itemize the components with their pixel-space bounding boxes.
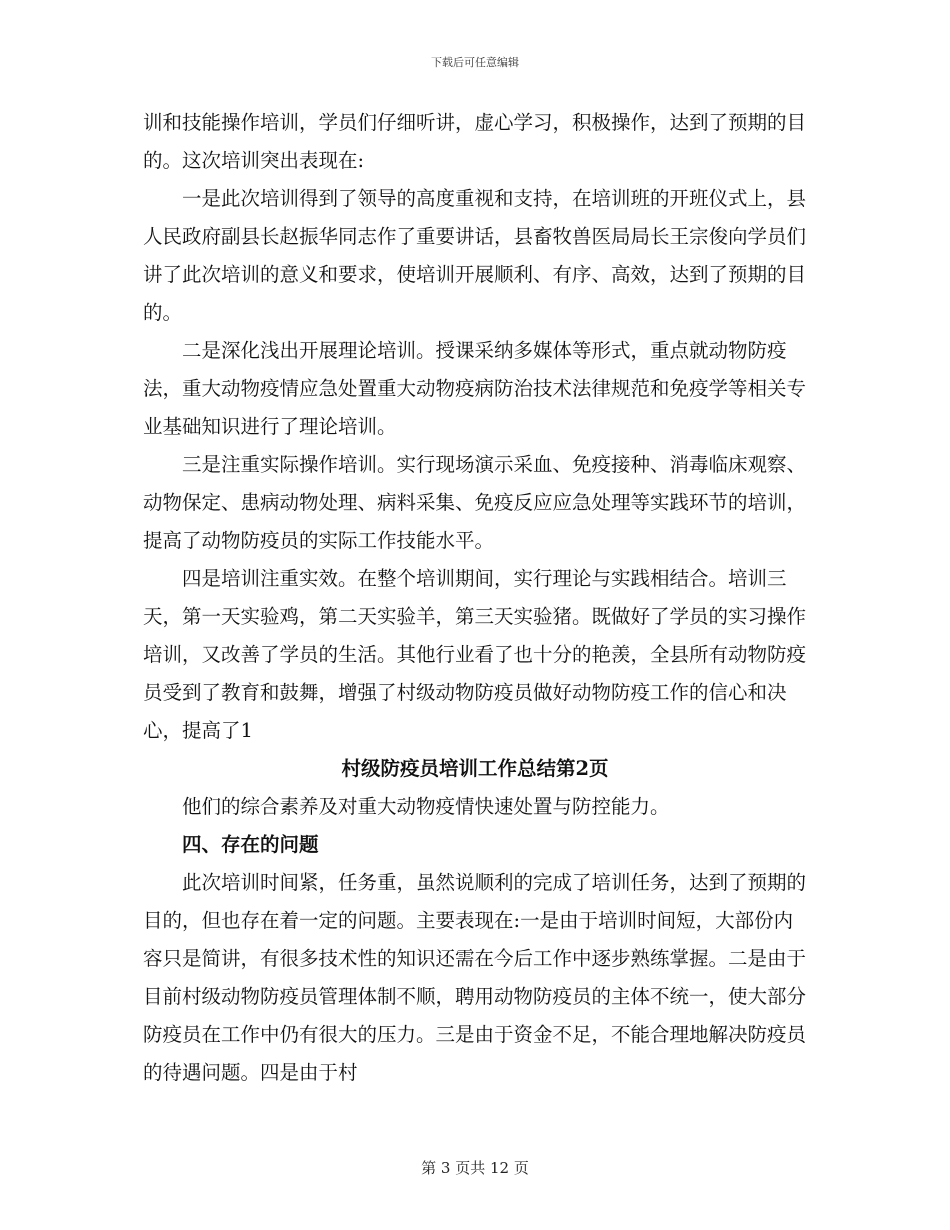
paragraph-problems: 此次培训时间紧，任务重，虽然说顺利的完成了培训任务，达到了预期的目的，但也存在着一定的问题。主要表现在:一是由于培训时间短，大部份内容只是简讲，有很多技术性的知识还需在今后工作中逐步熟练掌握。二是由于目前村级动物防疫员管理体制不顺，聘用动物防疫员的主体不统一，使大部分防疫员在工作中仍有很大的压力。三是由于资金不足，不能合理地解决防疫员的待遇问题。四是由于村 [143,871,807,1084]
paragraph-point-four: 四是培训注重实效。在整个培训期间，实行理论与实践相结合。培训三天，第一天实验鸡，第二天实验羊，第三天实验猪。既做好了学员的实习操作培训，又改善了学员的生活。其他行业看了也十分的艳羡，全县所有动物防疫员受到了教育和鼓舞，增强了村级动物防疫员做好动物防疫工作的信心和决心，提高了1 [143,567,807,742]
page-footer: 第 3 页共 12 页 [421,1159,529,1177]
paragraph-point-three: 三是注重实际操作培训。实行现场演示采血、免疫接种、消毒临床观察、动物保定、患病动物处理、病料采集、免疫反应应急处理等实践环节的培训，提高了动物防疫员的实际工作技能水平。 [143,453,807,552]
page-header: 下载后可任意编辑 [431,56,519,69]
document-body [143,104,807,1092]
section-heading-problems: 四、存在的问题 [182,833,319,856]
paragraph-point-two: 二是深化浅出开展理论培训。授课采纳多媒体等形式，重点就动物防疫法，重大动物疫情应急处置重大动物疫病防治技术法律规范和免疫学等相关专业基础知识进行了理论培训。 [143,339,807,438]
paragraph-continuation: 训和技能操作培训，学员们仔细听讲，虚心学习，积极操作，达到了预期的目的。这次培训突出表现在: [143,111,807,172]
paragraph-abilities: 他们的综合素养及对重大动物疫情快速处置与防控能力。 [182,795,670,818]
page-title: 村级防疫员培训工作总结第2页 [341,757,609,780]
paragraph-point-one: 一是此次培训得到了领导的高度重视和支持，在培训班的开班仪式上，县人民政府副县长赵振华同志作了重要讲话，县畜牧兽医局局长王宗俊向学员们讲了此次培训的意义和要求，使培训开展顺利、有序、高效，达到了预期的目的。 [143,187,807,324]
